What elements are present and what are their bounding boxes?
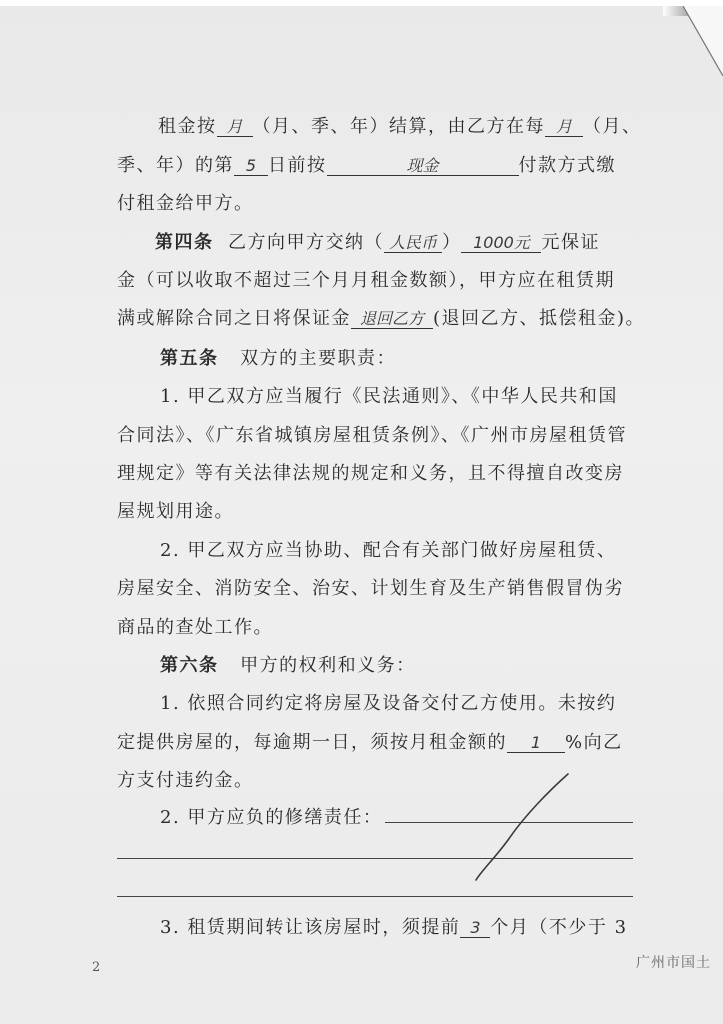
text: %向乙 <box>565 732 623 753</box>
hand-deposit-refund: 退回乙方 <box>351 310 433 329</box>
clause5-item1-line2: 合同法》、《广东省城镇房屋租赁条例》、《广州市房屋租赁管 <box>117 425 627 446</box>
text: 租金按 <box>158 116 217 137</box>
clause4-line-2: 金（可以收取不超过三个月月租金数额），甲方应在租赁期 <box>117 270 615 291</box>
text: （月、 <box>583 116 642 137</box>
rent-line-2 <box>117 156 637 176</box>
clause5-item1-line4: 屋规划用途。 <box>117 501 234 522</box>
clause6-title: 甲方的权利和义务： <box>240 655 416 676</box>
page-number: 2 <box>92 960 101 975</box>
clause6-item3 <box>160 918 640 938</box>
text: 满或解除合同之日将保证金 <box>117 308 351 329</box>
text: 付款方式缴 <box>518 155 616 176</box>
clause5-title: 双方的主要职责： <box>240 348 397 369</box>
rent-line-3: 付租金给甲方。 <box>117 193 254 214</box>
hand-penalty-percent: 1 <box>507 734 565 753</box>
page-corner-fold <box>683 6 723 76</box>
clause6-title-line <box>160 656 680 676</box>
clause5-title-line <box>160 349 680 369</box>
text: 元保证 <box>541 232 600 253</box>
hand-period-2: 月 <box>545 118 583 137</box>
text: 乙方向甲方交纳（ <box>227 232 384 253</box>
text: 季、年）的第 <box>117 155 234 176</box>
cancel-strike-mark <box>470 770 580 885</box>
clause4-heading: 第四条 <box>155 232 214 253</box>
hand-currency: 人民币 <box>384 234 442 253</box>
clause5-item1-line3: 理规定》等有关法律法规的规定和义务，且不得擅自改变房 <box>117 463 624 484</box>
repair-blank-line-3 <box>117 896 633 897</box>
clause6-item1-line1: 1. 依照合同约定将房屋及设备交付乙方使用。未按约 <box>160 693 617 714</box>
text: 3. 租赁期间转让该房屋时，须提前 <box>160 917 461 938</box>
hand-period-1: 月 <box>217 118 253 137</box>
clause5-heading: 第五条 <box>160 348 219 369</box>
clause6-item2: 2. 甲方应负的修缮责任： <box>160 807 383 828</box>
hand-notice-months: 3 <box>460 919 490 938</box>
footer-issuer: 广州市国土 <box>636 955 711 971</box>
clause5-item2-line1: 2. 甲乙双方应当协助、配合有关部门做好房屋租赁、 <box>160 540 617 561</box>
hand-deposit-amount: 1000元 <box>461 234 541 253</box>
clause6-item1-line3: 方支付违约金。 <box>117 770 254 791</box>
text: 日前按 <box>268 155 327 176</box>
clause4-line-3 <box>117 308 646 329</box>
rent-line-1 <box>158 116 642 137</box>
clause4-line-1 <box>155 233 635 253</box>
hand-payment-method: 现金 <box>327 157 519 176</box>
text: 个月（不少于 3 <box>490 917 628 938</box>
text: ） <box>441 232 462 253</box>
text: 定提供房屋的，每逾期一日，须按月租金额的 <box>117 732 507 753</box>
text: （月、季、年）结算，由乙方在每 <box>252 116 545 137</box>
scan-top-edge <box>0 0 723 6</box>
clause6-heading: 第六条 <box>160 655 219 676</box>
clause6-item1-line2 <box>117 733 637 753</box>
clause5-item1-line1: 1. 甲乙双方应当履行《民法通则》、《中华人民共和国 <box>160 386 618 407</box>
hand-day: 5 <box>234 157 268 176</box>
text: (退回乙方、抵偿租金)。 <box>433 308 646 329</box>
clause5-item2-line3: 商品的查处工作。 <box>117 617 273 638</box>
clause5-item2-line2: 房屋安全、消防安全、治安、计划生育及生产销售假冒伪劣 <box>117 578 624 599</box>
